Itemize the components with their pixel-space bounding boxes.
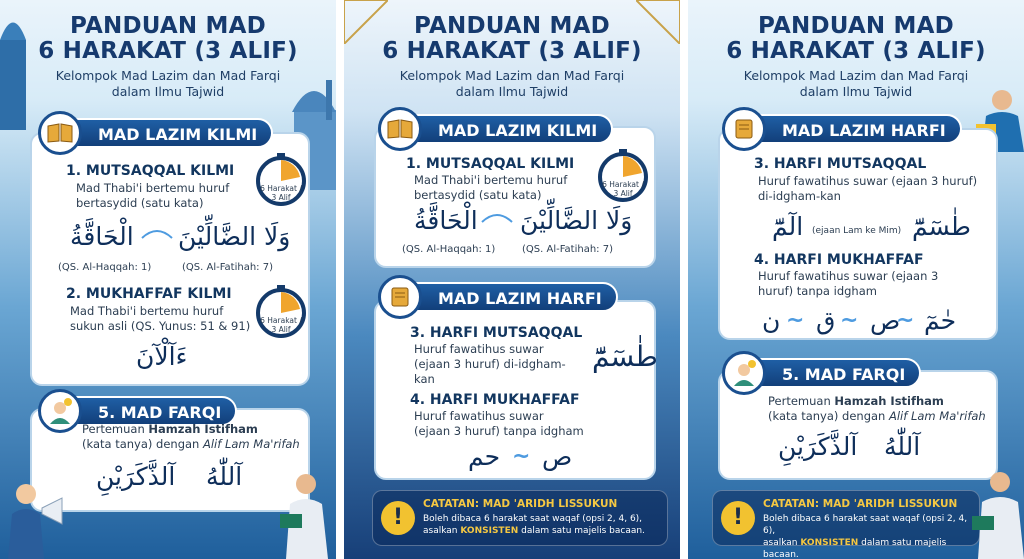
arabic-al-haqqah: الْحَاقَّةُ bbox=[70, 222, 134, 251]
arabic-allahu: آللّٰهُ bbox=[884, 432, 921, 461]
exclamation-icon: ! bbox=[381, 501, 415, 535]
quran-book-icon bbox=[38, 111, 82, 155]
arabic-sad: ص bbox=[870, 306, 901, 335]
arabic-nun: ن bbox=[762, 306, 781, 335]
ref-al-fatihah: (QS. Al-Fatihah: 7) bbox=[522, 244, 613, 255]
item-4-title: 4. HARFI MUKHAFFAF bbox=[410, 392, 580, 408]
arabic-waladdallin: وَلَا الضَّالِّيْنَ bbox=[178, 222, 291, 251]
section-heading-mad-lazim-kilmi: MAD LAZIM KILMI bbox=[380, 114, 613, 144]
timer-label: 6 Harakat / 3 Alif bbox=[260, 184, 302, 202]
timer-label-2: 6 Harakat / 3 Alif bbox=[260, 316, 302, 334]
item-4-description: Huruf fawatihus suwar (ejaan 3 huruf) tanpa idgham bbox=[758, 269, 939, 298]
item-4-description: Huruf fawatihus suwar (ejaan 3 huruf) tanpa idgham bbox=[414, 409, 584, 438]
timer-label: 6 Harakat / 3 Alif bbox=[602, 180, 644, 198]
section-heading-mad-lazim-kilmi: MAD LAZIM KILMI bbox=[40, 118, 273, 148]
scroll-icon bbox=[378, 275, 422, 319]
arabic-adhdhakarain: آلذَّكَرَيْنِ bbox=[778, 432, 858, 461]
page-subtitle: Kelompok Mad Lazim dan Mad Farqi dalam Ilmu Tajwid bbox=[743, 68, 969, 99]
item-1-title: 1. MUTSAQQAL KILMI bbox=[66, 163, 235, 179]
arabic-allahu: آللّٰهُ bbox=[206, 462, 243, 491]
quran-book-icon bbox=[378, 107, 422, 151]
section-heading-mad-lazim-harfi: MAD LAZIM HARFI bbox=[380, 282, 618, 312]
arabic-tha-sin-mim: طٰسٓمّٓ bbox=[912, 212, 971, 241]
item-3-title: 3. HARFI MUTSAQQAL bbox=[754, 156, 927, 172]
item-3-title: 3. HARFI MUTSAQQAL bbox=[410, 325, 583, 341]
person-studying-icon bbox=[970, 468, 1024, 559]
tilde-separator: ~ bbox=[512, 444, 531, 469]
tilde-separator: ~ bbox=[840, 308, 859, 333]
infographic-panel-3 bbox=[688, 0, 1024, 559]
arabic-alif-lam-mim: الٓمّٓ bbox=[772, 212, 804, 241]
exclamation-icon: ! bbox=[721, 501, 755, 535]
ref-al-fatihah: (QS. Al-Fatihah: 7) bbox=[182, 262, 273, 273]
item-2-title: 2. MUKHAFFAF KILMI bbox=[66, 286, 232, 302]
arabic-adhdhakarain: آلذَّكَرَيْنِ bbox=[96, 462, 176, 491]
arabic-ha-mim: حٰمٓ bbox=[924, 306, 957, 335]
arabic-waladdallin: وَلَا الضَّالِّيْنَ bbox=[520, 206, 633, 235]
section-heading-mad-farqi: 5. MAD FARQI bbox=[40, 396, 237, 426]
section-heading-mad-lazim-harfi: MAD LAZIM HARFI bbox=[724, 114, 962, 144]
item-3-description: Huruf fawatihus suwar (ejaan 3 huruf) di-idgham-kan bbox=[758, 174, 978, 203]
person-question-icon bbox=[722, 351, 766, 395]
person-megaphone-icon bbox=[4, 478, 68, 559]
item-3-description: Huruf fawatihus suwar (ejaan 3 huruf) di-idgham- kan bbox=[414, 342, 566, 386]
mad-farqi-description: Pertemuan Hamzah Istifham (kata tanya) dengan Alif Lam Ma'rifah bbox=[768, 394, 986, 423]
arabic-ha-mim: حم bbox=[468, 442, 501, 471]
scroll-icon bbox=[722, 107, 766, 151]
catatan-text: Boleh dibaca 6 harakat saat waqaf (opsi 2, 4, 6), asalkan KONSISTEN dalam satu majelis bacaan. bbox=[763, 514, 968, 559]
page-title: PANDUAN MAD 6 HARAKAT (3 ALIF) bbox=[38, 13, 298, 64]
arabic-tha-sin-mim: طٰسٓمّٓ bbox=[592, 340, 658, 373]
item-1-title: 1. MUTSAQQAL KILMI bbox=[406, 156, 575, 172]
infographic-panel-2 bbox=[344, 0, 680, 559]
tilde-separator: ~ bbox=[896, 308, 915, 333]
tilde-separator: ~ bbox=[786, 308, 805, 333]
arabic-aalana: ءَآلْآنَ bbox=[136, 342, 188, 371]
catatan-note bbox=[712, 490, 980, 559]
person-question-icon bbox=[38, 389, 82, 433]
item-2-description: Mad Thabi'i bertemu huruf sukun asli (QS. Yunus: 51 & 91) bbox=[70, 304, 251, 333]
arrow-icon bbox=[140, 224, 174, 242]
section-heading-mad-farqi: 5. MAD FARQI bbox=[724, 358, 921, 388]
mad-farqi-description: Pertemuan Hamzah Istifham (kata tanya) dengan Alif Lam Ma'rifah bbox=[82, 422, 300, 451]
page-subtitle: Kelompok Mad Lazim dan Mad Farqi dalam Ilmu Tajwid bbox=[55, 68, 281, 99]
page-title: PANDUAN MAD 6 HARAKAT (3 ALIF) bbox=[382, 13, 642, 64]
catatan-title: CATATAN: MAD 'ARIDH LISSUKUN bbox=[423, 498, 618, 510]
item-1-description: Mad Thabi'i bertemu huruf bertasydid (satu kata) bbox=[414, 173, 568, 202]
catatan-text: Boleh dibaca 6 harakat saat waqaf (opsi 2, 4, 6), asalkan KONSISTEN dalam satu majelis bacaan. bbox=[423, 514, 645, 536]
ref-al-haqqah: (QS. Al-Haqqah: 1) bbox=[58, 262, 152, 273]
catatan-title: CATATAN: MAD 'ARIDH LISSUKUN bbox=[763, 498, 958, 510]
ejaan-note: (ejaan Lam ke Mim) bbox=[812, 226, 902, 236]
arabic-sad: ص bbox=[542, 442, 573, 471]
arabic-qaf: ق bbox=[816, 306, 836, 335]
arabic-al-haqqah: الْحَاقَّةُ bbox=[414, 206, 478, 235]
person-reading-icon bbox=[266, 470, 336, 559]
ref-al-haqqah: (QS. Al-Haqqah: 1) bbox=[402, 244, 496, 255]
item-1-description: Mad Thabi'i bertemu huruf bertasydid (satu kata) bbox=[76, 181, 230, 210]
page-subtitle: Kelompok Mad Lazim dan Mad Farqi dalam Ilmu Tajwid bbox=[399, 68, 625, 99]
page-title: PANDUAN MAD 6 HARAKAT (3 ALIF) bbox=[726, 13, 986, 64]
item-4-title: 4. HARFI MUKHAFFAF bbox=[754, 252, 924, 268]
infographic-panel-1 bbox=[0, 0, 336, 559]
arrow-icon bbox=[480, 208, 514, 226]
catatan-note bbox=[372, 490, 668, 546]
